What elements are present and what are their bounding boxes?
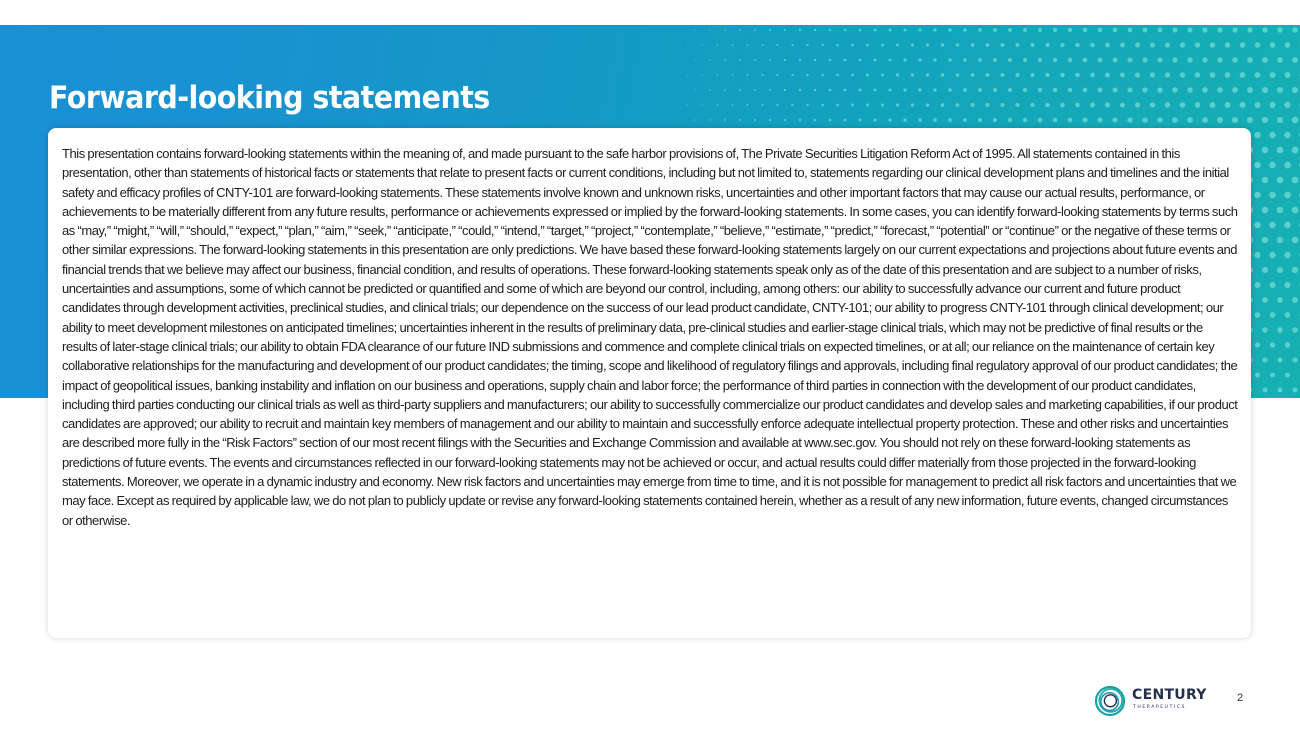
logo-wordmark: CENTURY bbox=[1132, 687, 1207, 703]
disclaimer-text: This presentation contains forward-looking statements within the meaning of, and made pursuant to the safe harbor provisions of, The Private Securities Litigation Reform Act of 1995. All statements contained in this presentation, other than statements of historical facts or statements that relate to present facts or current conditions, including but not limited to, statements regarding our clinical development plans and timelines and the initial safety and efficacy profiles of CNTY-101 are forward-looking statements. These statements involve known and unknown risks, uncertainties and other important factors that may cause our actual results, performance, or achievements to be materially different from any future results, performance or achievements expressed or implied by the forward-looking statements. In some cases, you can identify forward-looking statements by terms such as “may,” “might,” “will,” “should,” “expect,” “plan,” “aim,” “seek,” “anticipate,” “could,” “intend,” “target,” “project,” “contemplate,” “believe,” “estimate,” “predict,” “forecast,” “potential” or “continue” or the negative of these terms or other similar expressions. The forward-looking statements in this presentation are only predictions. We have based these forward-looking statements largely on our current expectations and projections about future events and financial trends that we believe may affect our business, financial condition, and results of operations. These forward-looking statements speak only as of the date of this presentation and are subject to a number of risks, uncertainties and assumptions, some of which cannot be predicted or quantified and some of which are beyond our control, including, among others: our ability to successfully advance our current and future product candidates through development activities, preclinical studies, and clinical trials; our dependence on the success of our lead product candidate, CNTY-101; our ability to progress CNTY-101 through clinical development; our ability to meet development milestones on anticipated timelines; uncertainties inherent in the results of preliminary data, pre-clinical studies and earlier-stage clinical trials, which may not be predictive of final results or the results of later-stage clinical trials; our ability to obtain FDA clearance of our future IND submissions and commence and complete clinical trials on expected timelines, or at all; our reliance on the maintenance of certain key collaborative relationships for the manufacturing and development of our product candidates; the timing, scope and likelihood of regulatory filings and approvals, including final regulatory approval of our product candidates; the impact of geopolitical issues, banking instability and inflation on our business and operations, supply chain and labor force; the performance of third parties in connection with the development of our product candidates, including third parties conducting our clinical trials as well as third-party suppliers and manufacturers; our ability to successfully commercialize our product candidates and develop sales and marketing capabilities, if our product candidates are approved; our ability to recruit and maintain key members of management and our ability to maintain and successfully enforce adequate intellectual property protection. These and other risks and uncertainties are described more fully in the “Risk Factors” section of our most recent filings with the Securities and Exchange Commission and available at www.sec.gov. You should not rely on these forward-looking statements as predictions of future events. The events and circumstances reflected in our forward-looking statements may not be achieved or occur, and actual results could differ materially from those projected in the forward-looking statements. Moreover, we operate in a dynamic industry and economy. New risk factors and uncertainties may emerge from time to time, and it is not possible for management to predict all risk factors and uncertainties that we may face. Except as required by applicable law, we do not plan to publicly update or revise any forward-looking statements contained herein, whether as a result of any new information, future events, changed circumstances or otherwise. bbox=[62, 146, 1238, 528]
page-title: Forward-looking statements bbox=[49, 80, 490, 116]
company-logo bbox=[1094, 684, 1224, 718]
century-logo-icon bbox=[1094, 684, 1128, 718]
logo-subtitle: THERAPEUTICS bbox=[1133, 705, 1187, 710]
page-number: 2 bbox=[1237, 692, 1244, 704]
content-card bbox=[48, 128, 1251, 638]
